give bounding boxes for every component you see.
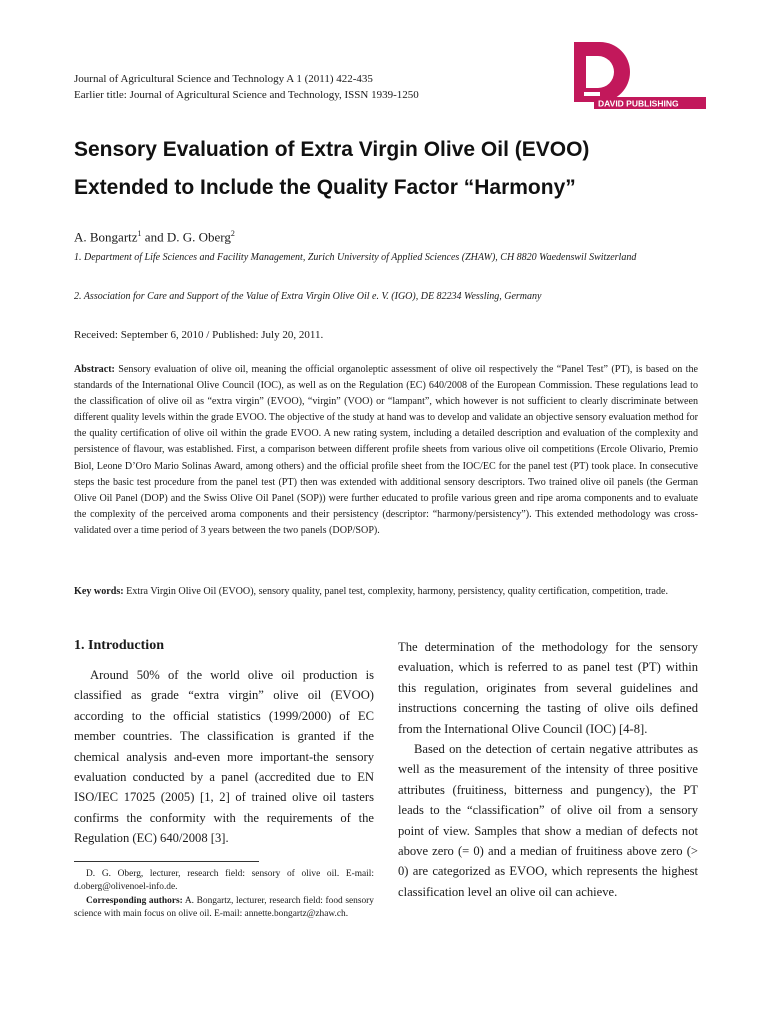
right-paragraph-2: Based on the detection of certain negative attributes as well as the measurement of the intensity of three positive attributes (fruitiness, bitterness and pungency), the PT leads to the “classification” of olive oil from a sensory point of view. Samples that show a median of defects not above zero (= 0) and a median of fruitiness above zero (> 0) are categorized as EVOO, which represents the highest classification level an olive oil can achieve. <box>398 742 698 899</box>
david-publishing-logo-icon <box>566 40 706 110</box>
footnote-corresponding <box>74 895 374 922</box>
right-paragraph-1: The determination of the methodology for the sensory evaluation, which is referred to as panel test (PT) within this regulation, originates from several guidelines and instructions concerning the tasting of olive oils defined from the International Olive Council (IOC) [4-8]. <box>398 640 698 736</box>
affiliation-1: 1. Department of Life Sciences and Facility Management, Zurich University of Applied Sciences (ZHAW), CH 8820 Waedenswil Switzerland <box>74 252 637 263</box>
author-conjunction: and <box>141 229 167 245</box>
journal-header <box>74 71 534 103</box>
author-1-affil: 1 <box>137 229 142 238</box>
author-2: D. G. Oberg <box>166 229 231 245</box>
publisher-logo <box>566 40 706 110</box>
left-column <box>74 665 374 849</box>
title-line-2: Extended to Include the Quality Factor “Harmony” <box>74 176 576 199</box>
author-2-affil: 2 <box>230 229 235 238</box>
section-heading-introduction: 1. Introduction <box>74 638 164 653</box>
author-list <box>74 229 235 245</box>
intro-paragraph-1: Around 50% of the world olive oil production is classified as grade “extra virgin” olive oil (EVOO) according to the official statistics (1999/2000) of EC member countries. The classification is granted if the chemical analysis and-even more important-the sensory evaluation conducted by a panel (accredited due to EN ISO/IEC 17025 (2005) [1, 2] of trained olive oil tasters confirms the conformity with the requirements of the Regulation (EC) 640/2008 [3]. <box>74 668 374 846</box>
paper-title <box>74 131 714 207</box>
logo-text: DAVID PUBLISHING <box>598 98 679 109</box>
keywords-text: Extra Virgin Olive Oil (EVOO), sensory quality, panel test, complexity, harmony, persistency, quality certification, competition, trade. <box>123 586 669 597</box>
footnote-author-2: D. G. Oberg, lecturer, research field: sensory of olive oil. E-mail: d.oberg@olivenoel-info.de. <box>74 869 374 893</box>
footnote-corresponding-text: A. Bongartz, lecturer, research field: food sensory science with main focus on olive oil. E-mail: annette.bongartz@zhaw.ch. <box>74 895 374 920</box>
title-line-1: Sensory Evaluation of Extra Virgin Olive Oil (EVOO) <box>74 138 590 161</box>
abstract-text: Sensory evaluation of olive oil, meaning the official organoleptic assessment of olive oil respectively the “Panel Test” (PT), is based on the standards of the International Olive Council (IOC), as well as on the Regulation (EC) 640/2008 of the European Commission. These regulations lead to the classification of olive oil as “extra virgin” (EVOO), “virgin” (VOO) or “lampant”, which however is not sufficient to clearly discriminate between different quality levels within the grade EVOO. The objective of the study at hand was to develop and validate an objective sensory evaluation method for the quality certification of olive oil within the grade EVOO. A new rating system, including a detailed description and evaluation of the complexity and persistence of flavour, was established. First, a comparison between different profile sheets from various olive oil competitions (Ercole Olivario, Premio Biol, Leone D’Oro Mario Solinas Award, among others) and the official profile sheet from the IOC/EC for the panel test (PT) took place. In consecutive steps the basic test procedure from the panel test (PT) then was extended with additional sensory descriptors. Two trained olive oil panels (the German Olive Oil Panel (DOP) and the Swiss Olive Oil Panel (SOP)) were further educated to profile various green and ripe aroma components and to evaluate the complexity of the perceived aroma components and their persistency (descriptor: “harmony/persistency”). This extended methodology was cross-validated over a time period of 3 years between the two panels (DOP/SOP). <box>74 364 698 536</box>
keywords-label: Key words: <box>74 586 124 597</box>
footnote-divider <box>74 861 259 862</box>
affiliation-2: 2. Association for Care and Support of the Value of Extra Virgin Olive Oil e. V. (IGO), DE 82234 Wessling, Germany <box>74 291 542 302</box>
abstract-label: Abstract: <box>74 364 115 375</box>
footnote <box>74 868 374 922</box>
received-date: Received: September 6, 2010 / Published: July 20, 2011. <box>74 329 324 341</box>
abstract <box>74 362 698 539</box>
keywords <box>74 584 698 600</box>
footnote-corresponding-label: Corresponding authors: <box>86 895 183 906</box>
right-column <box>398 637 698 902</box>
author-1: A. Bongartz <box>74 229 138 245</box>
journal-earlier-title: Earlier title: Journal of Agricultural Science and Technology, ISSN 1939-1250 <box>74 89 419 101</box>
journal-citation: Journal of Agricultural Science and Technology A 1 (2011) 422-435 <box>74 73 373 85</box>
